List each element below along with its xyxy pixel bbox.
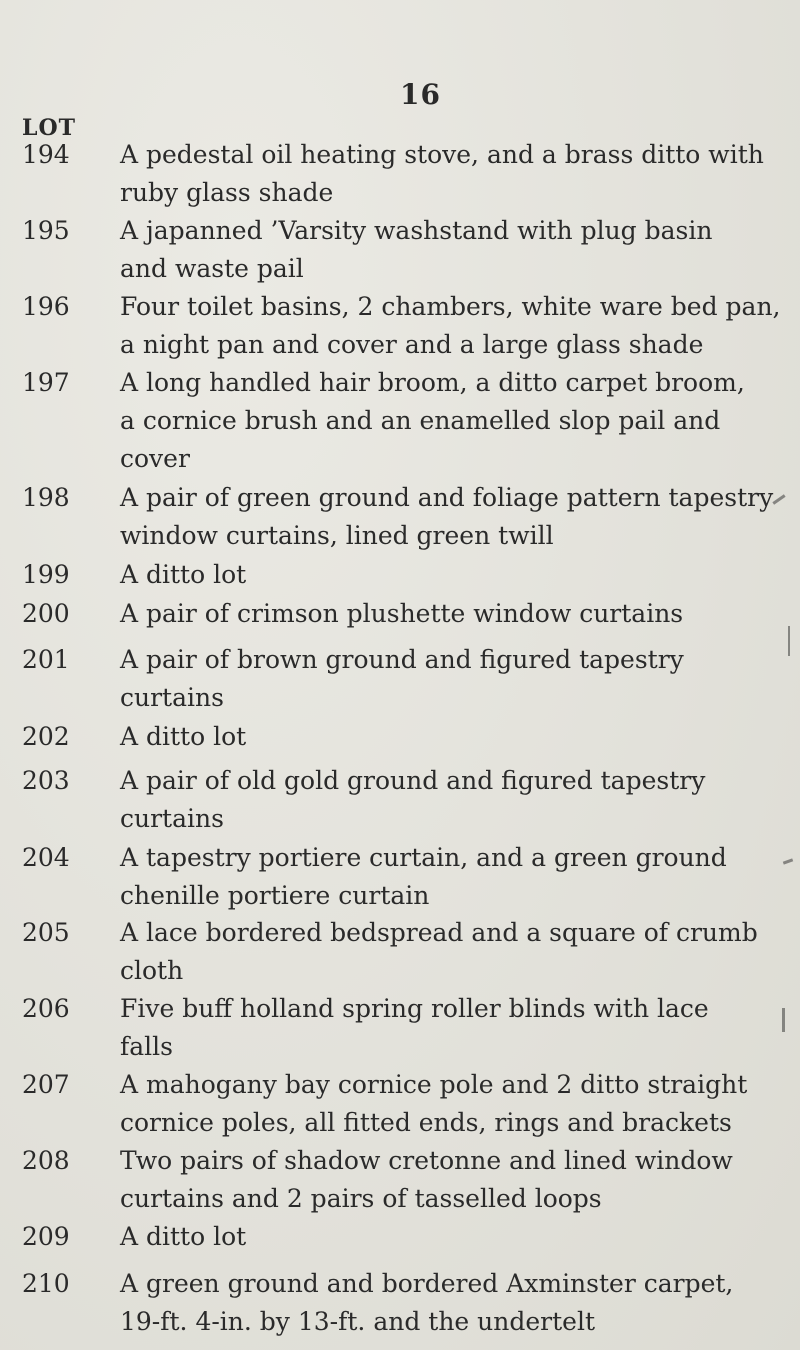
lot-number: 199	[22, 560, 70, 589]
margin-mark	[788, 626, 790, 656]
lot-number: 198	[22, 483, 70, 512]
lot-number: 203	[22, 766, 70, 795]
lot-description: A ditto lot	[120, 1222, 247, 1251]
lot-number: 196	[22, 292, 70, 321]
lot-description: A pair of old gold ground and figured tapestry curtains	[120, 766, 706, 833]
lot-description: A green ground and bordered Axminster carpet, 19-ft. 4-in. by 13-ft. and the undertelt	[120, 1269, 734, 1336]
lot-description: A japanned ’Varsity washstand with plug basin and waste pail	[120, 216, 713, 283]
lot-description: A pedestal oil heating stove, and a brass ditto with ruby glass shade	[120, 140, 764, 207]
lot-description: Four toilet basins, 2 chambers, white ware bed pan, a night pan and cover and a large glass shade	[120, 292, 781, 359]
lot-number: 204	[22, 843, 70, 872]
lot-number: 202	[22, 722, 70, 751]
lot-number: 206	[22, 994, 70, 1023]
lot-description: Five buff holland spring roller blinds with lace falls	[120, 994, 709, 1061]
lot-number: 205	[22, 918, 70, 947]
lot-column-header: LOT	[22, 115, 77, 141]
lot-number: 207	[22, 1070, 70, 1099]
lot-number: 201	[22, 645, 70, 674]
lot-description: A ditto lot	[120, 722, 247, 751]
lot-description: A ditto lot	[120, 560, 247, 589]
lot-description: A long handled hair broom, a ditto carpet broom, a cornice brush and an enamelled slop pail and cover	[120, 368, 745, 473]
lot-description: Two pairs of shadow cretonne and lined window curtains and 2 pairs of tasselled loops	[120, 1146, 733, 1213]
margin-mark	[782, 1008, 785, 1032]
lot-description: A lace bordered bedspread and a square of crumb cloth	[120, 918, 758, 985]
lot-description: A pair of green ground and foliage pattern tapestry window curtains, lined green twill	[120, 483, 774, 550]
lot-description: A mahogany bay cornice pole and 2 ditto straight cornice poles, all fitted ends, rings and brackets	[120, 1070, 748, 1137]
lot-number: 195	[22, 216, 70, 245]
lot-description: A pair of brown ground and figured tapestry curtains	[120, 645, 684, 712]
lot-number: 194	[22, 140, 70, 169]
lot-number: 200	[22, 599, 70, 628]
lot-number: 197	[22, 368, 70, 397]
lot-number: 210	[22, 1269, 70, 1298]
lot-number: 208	[22, 1146, 70, 1175]
lot-number: 209	[22, 1222, 70, 1251]
page-number: 16	[400, 78, 441, 111]
lot-description: A pair of crimson plushette window curtains	[120, 599, 684, 628]
lot-description: A tapestry portiere curtain, and a green ground chenille portiere curtain	[120, 843, 727, 910]
